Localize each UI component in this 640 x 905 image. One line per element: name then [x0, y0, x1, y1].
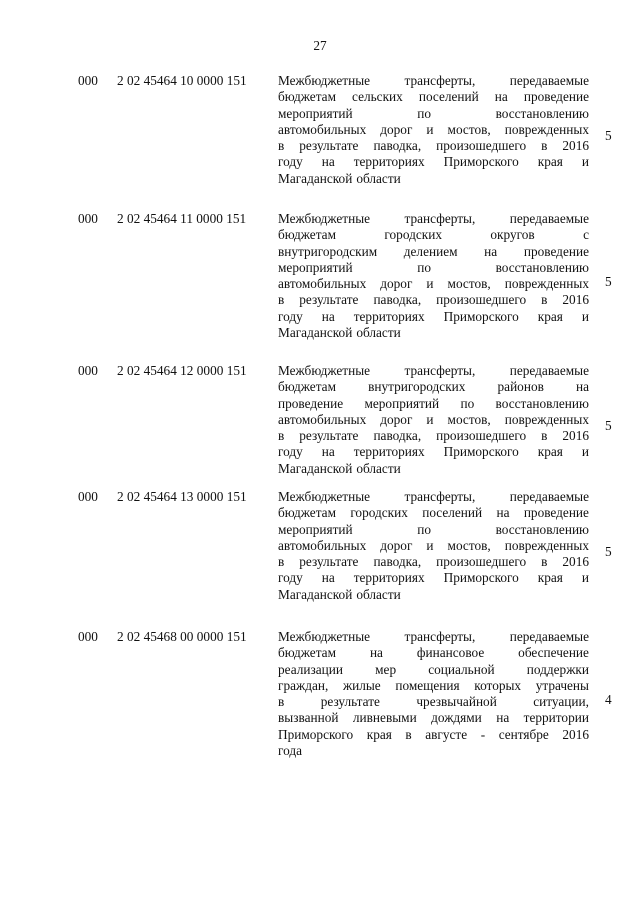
amount-value: 4	[605, 692, 612, 707]
page-number: 27	[313, 38, 327, 53]
description-line: Межбюджетные трансферты, передаваемые	[278, 73, 589, 88]
amount-value: 5	[605, 128, 612, 143]
description-line: бюджетам городских поселений на проведение	[278, 505, 589, 521]
row-description	[278, 629, 589, 759]
description-line: мероприятий по восстановлению	[278, 105, 589, 121]
description-line: году на территориях Приморского края и	[278, 444, 589, 460]
description-line: в результате паводка, произошедшего в 2016	[278, 428, 589, 444]
description-line: мероприятий по восстановлению	[278, 259, 589, 275]
description-line: Магаданской области	[278, 325, 401, 341]
admin-code: 000	[78, 489, 98, 504]
budget-classification-code: 2 02 45464 11 0000 151	[117, 211, 247, 226]
description-line: автомобильных дорог и мостов, поврежденных	[278, 411, 589, 427]
description-line: бюджетам сельских поселений на проведение	[278, 89, 589, 105]
description-line: году на территориях Приморского края и	[278, 154, 589, 170]
amount-value: 5	[605, 274, 612, 289]
budget-classification-code: 2 02 45468 00 0000 151	[117, 629, 247, 644]
description-line: году на территориях Приморского края и	[278, 570, 589, 586]
description-line: Межбюджетные трансферты, передаваемые	[278, 489, 589, 504]
description-line: Межбюджетные трансферты, передаваемые	[278, 363, 589, 378]
description-line: в результате паводка, произошедшего в 2016	[278, 554, 589, 570]
description-line: реализации мер социальной поддержки	[278, 661, 589, 677]
admin-code: 000	[78, 211, 98, 226]
admin-code: 000	[78, 73, 98, 88]
description-line: автомобильных дорог и мостов, поврежденных	[278, 276, 589, 292]
description-line: бюджетам внутригородских районов на	[278, 379, 589, 395]
row-description	[278, 363, 589, 477]
description-line: автомобильных дорог и мостов, поврежденных	[278, 537, 589, 553]
description-line: Магаданской области	[278, 170, 401, 186]
description-line: проведение мероприятий по восстановлению	[278, 395, 589, 411]
row-description	[278, 211, 589, 341]
description-line: в результате чрезвычайной ситуации,	[278, 694, 589, 710]
description-line: вызванной ливневыми дождями на территории	[278, 710, 589, 726]
description-line: Магаданской области	[278, 460, 401, 476]
description-line: Межбюджетные трансферты, передаваемые	[278, 629, 589, 644]
description-line: Магаданской области	[278, 586, 401, 602]
amount-value: 5	[605, 418, 612, 433]
budget-classification-code: 2 02 45464 10 0000 151	[117, 73, 247, 88]
description-line: внутригородским делением на проведение	[278, 243, 589, 259]
description-line: автомобильных дорог и мостов, поврежденных	[278, 121, 589, 137]
budget-classification-code: 2 02 45464 13 0000 151	[117, 489, 247, 504]
admin-code: 000	[78, 629, 98, 644]
amount-value: 5	[605, 544, 612, 559]
description-line: граждан, жилые помещения которых утрачены	[278, 677, 589, 693]
description-line: мероприятий по восстановлению	[278, 521, 589, 537]
budget-classification-code: 2 02 45464 12 0000 151	[117, 363, 247, 378]
description-line: Межбюджетные трансферты, передаваемые	[278, 211, 589, 226]
description-line: в результате паводка, произошедшего в 2016	[278, 138, 589, 154]
admin-code: 000	[78, 363, 98, 378]
description-line: году на территориях Приморского края и	[278, 308, 589, 324]
description-line: в результате паводка, произошедшего в 2016	[278, 292, 589, 308]
description-line: бюджетам на финансовое обеспечение	[278, 645, 589, 661]
row-description	[278, 489, 589, 603]
description-line: года	[278, 743, 303, 759]
description-line: бюджетам городских округов с	[278, 227, 589, 243]
row-description	[278, 73, 589, 187]
description-line: Приморского края в августе - сентябре 2016	[278, 726, 589, 742]
